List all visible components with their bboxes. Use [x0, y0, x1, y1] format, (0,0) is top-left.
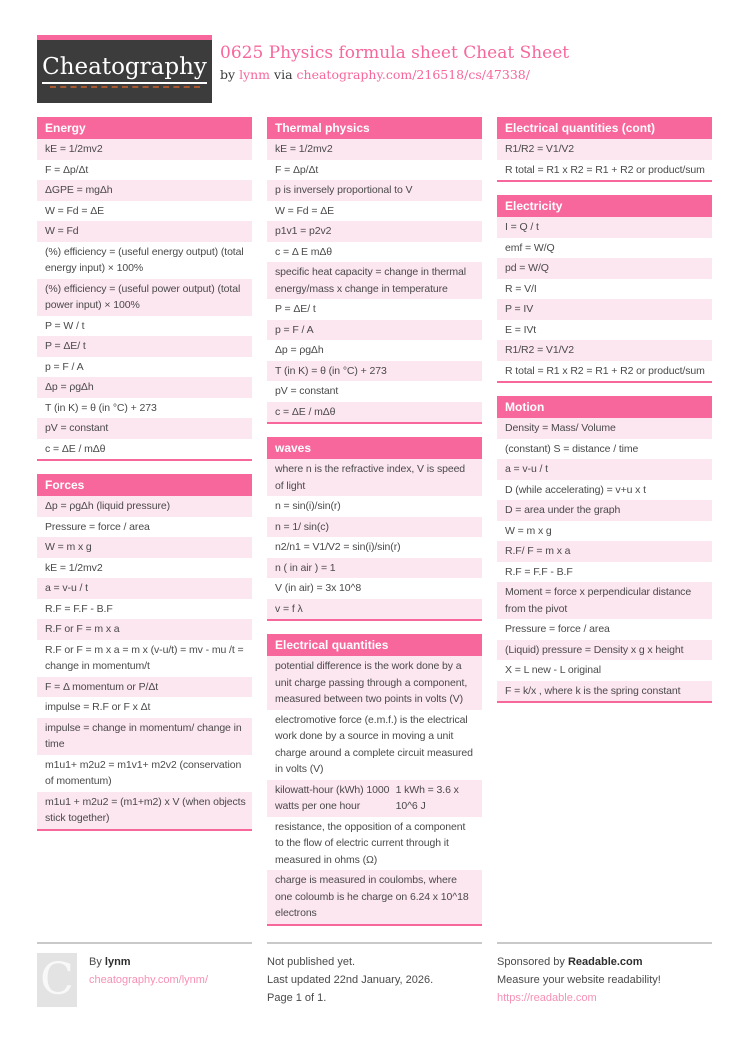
last-updated: Last updated 22nd January, 2026.: [267, 974, 434, 986]
formula-row: c = ΔE / mΔθ: [267, 402, 482, 423]
formula-row: [267, 780, 482, 817]
formula-row: R.F or F = m x a: [37, 619, 252, 640]
formula-row: R = V/I: [497, 279, 712, 300]
formula-row: kE = 1/2mv2: [37, 139, 252, 160]
author-link[interactable]: lynm: [239, 67, 271, 83]
formula-row: (Liquid) pressure = Density x g x height: [497, 640, 712, 661]
formula-row: n2/n1 = V1/V2 = sin(i)/sin(r): [267, 537, 482, 558]
c-logo-letter: C: [40, 954, 74, 1005]
formula-row: R total = R1 x R2 = R1 + R2 or product/sum: [497, 361, 712, 382]
page-header: [37, 35, 713, 103]
formula-row: n = sin(i)/sin(r): [267, 496, 482, 517]
section-electrical-quantities-cont-: [497, 117, 712, 182]
section-rows: [37, 139, 252, 459]
formula-row: V (in air) = 3x 10^8: [267, 578, 482, 599]
logo-dash-underline: [50, 86, 200, 88]
formula-row: p = F / A: [267, 320, 482, 341]
formula-row: P = ΔE/ t: [37, 336, 252, 357]
formula-row: specific heat capacity = change in thermal energy/mass x change in temperature: [267, 262, 482, 299]
title-block: [220, 35, 569, 82]
formula-row: Density = Mass/ Volume: [497, 418, 712, 439]
formula-row: T (in K) = θ (in °C) + 273: [267, 361, 482, 382]
section-rows: [267, 459, 482, 619]
formula-row: W = Fd = ΔE: [267, 201, 482, 222]
section-title: Thermal physics: [267, 117, 482, 139]
formula-row: potential difference is the work done by a unit charge passing through a component, measured between two points in volts (V): [267, 656, 482, 710]
page-title: 0625 Physics formula sheet Cheat Sheet: [220, 43, 570, 63]
formula-row: E = IVt: [497, 320, 712, 341]
section-electrical-quantities: [267, 634, 482, 926]
page-footer: [37, 942, 712, 1007]
formula-cell: kilowatt-hour (kWh) 1000 watts per one hour: [275, 783, 390, 812]
column-1: [37, 117, 252, 948]
formula-row: W = Fd = ΔE: [37, 201, 252, 222]
formula-row: R.F/ F = m x a: [497, 541, 712, 562]
section-motion: [497, 396, 712, 703]
section-waves: [267, 437, 482, 621]
column-3: [497, 117, 712, 948]
source-link[interactable]: cheatography.com/216518/cs/47338/: [296, 67, 530, 83]
formula-row: ΔGPE = mgΔh: [37, 180, 252, 201]
formula-row: T (in K) = θ (in °C) + 273: [37, 398, 252, 419]
formula-row: P = W / t: [37, 316, 252, 337]
section-rows: [497, 217, 712, 381]
formula-row: P = IV: [497, 299, 712, 320]
formula-row: I = Q / t: [497, 217, 712, 238]
formula-row: n ( in air ) = 1: [267, 558, 482, 579]
cheatography-logo[interactable]: [37, 35, 212, 103]
formula-row: c = Δ E mΔθ: [267, 242, 482, 263]
formula-row: F = Δ momentum or P/Δt: [37, 677, 252, 698]
footer-status: [267, 942, 482, 1007]
formula-row: W = Fd: [37, 221, 252, 242]
formula-row: charge is measured in coulombs, where one coloumb is he charge on 6.24 x 10^18 electrons: [267, 870, 482, 924]
formula-row: R.F = F.F - B.F: [37, 599, 252, 620]
page-number: Page 1 of 1.: [267, 992, 327, 1004]
footer-author: [37, 942, 252, 1007]
formula-row: R1/R2 = V1/V2: [497, 340, 712, 361]
sponsor-tagline: Measure your website readability!: [497, 974, 661, 986]
formula-row: c = ΔE / mΔθ: [37, 439, 252, 460]
formula-row: p1v1 = p2v2: [267, 221, 482, 242]
section-title: waves: [267, 437, 482, 459]
sponsor-prefix: Sponsored by: [497, 956, 565, 968]
formula-row: Δp = ρgΔh: [37, 377, 252, 398]
section-energy: [37, 117, 252, 461]
formula-row: kE = 1/2mv2: [267, 139, 482, 160]
formula-row: impulse = R.F or F x Δt: [37, 697, 252, 718]
formula-row: n = 1/ sin(c): [267, 517, 482, 538]
formula-row: a = v-u / t: [37, 578, 252, 599]
section-rows: [267, 139, 482, 422]
by-label: by: [220, 67, 236, 83]
formula-row: v = f λ: [267, 599, 482, 620]
section-title: Motion: [497, 396, 712, 418]
cheatography-logo-text: Cheatography: [42, 55, 207, 83]
formula-row: (%) efficiency = (useful power output) (total power input) × 100%: [37, 279, 252, 316]
section-title: Electrical quantities: [267, 634, 482, 656]
formula-row: m1u1+ m2u2 = m1v1+ m2v2 (conservation of momentum): [37, 755, 252, 792]
formula-row: D = area under the graph: [497, 500, 712, 521]
formula-row: m1u1 + m2u2 = (m1+m2) x V (when objects stick together): [37, 792, 252, 829]
section-rows: [37, 496, 252, 829]
formula-row: p is inversely proportional to V: [267, 180, 482, 201]
formula-row: resistance, the opposition of a component to the flow of electric current through it measured in ohms (Ω): [267, 817, 482, 871]
formula-row: W = m x g: [37, 537, 252, 558]
formula-row: a = v-u / t: [497, 459, 712, 480]
byline: [220, 67, 569, 82]
footer-by-label: By: [89, 956, 102, 968]
section-rows: [267, 656, 482, 924]
formula-row: electromotive force (e.m.f.) is the electrical work done by a source in moving a unit charge around a complete circuit measured in volts (V): [267, 710, 482, 780]
formula-row: F = k/x , where k is the spring constant: [497, 681, 712, 702]
formula-row: D (while accelerating) = v+u x t: [497, 480, 712, 501]
formula-row: pV = constant: [37, 418, 252, 439]
formula-row: P = ΔE/ t: [267, 299, 482, 320]
formula-row: (constant) S = distance / time: [497, 439, 712, 460]
content-columns: [37, 117, 713, 948]
formula-row: W = m x g: [497, 521, 712, 542]
via-label: via: [274, 67, 293, 83]
column-2: [267, 117, 482, 948]
sponsor-link[interactable]: https://readable.com: [497, 992, 597, 1004]
section-thermal-physics: [267, 117, 482, 424]
formula-cell: 1 kWh = 3.6 x 10^6 J: [395, 783, 459, 812]
formula-row: X = L new - L original: [497, 660, 712, 681]
formula-row: Pressure = force / area: [37, 517, 252, 538]
sponsor-brand: Readable.com: [567, 956, 643, 968]
section-electricity: [497, 195, 712, 383]
section-rows: [497, 139, 712, 180]
section-title: Electrical quantities (cont): [497, 117, 712, 139]
section-title: Energy: [37, 117, 252, 139]
formula-row: R.F or F = m x a = m x (v-u/t) = mv - mu /t = change in momentum/t: [37, 640, 252, 677]
section-rows: [497, 418, 712, 701]
formula-row: kE = 1/2mv2: [37, 558, 252, 579]
formula-row: impulse = change in momentum/ change in time: [37, 718, 252, 755]
footer-sponsor: [497, 942, 712, 1007]
formula-row: Δp = ρgΔh: [267, 340, 482, 361]
formula-row: p = F / A: [37, 357, 252, 378]
formula-row: pV = constant: [267, 381, 482, 402]
formula-row: R1/R2 = V1/V2: [497, 139, 712, 160]
section-title: Electricity: [497, 195, 712, 217]
formula-row: where n is the refractive index, V is speed of light: [267, 459, 482, 496]
formula-row: pd = W/Q: [497, 258, 712, 279]
formula-row: R total = R1 x R2 = R1 + R2 or product/sum: [497, 160, 712, 181]
formula-row: emf = W/Q: [497, 238, 712, 259]
formula-row: F = Δp/Δt: [267, 160, 482, 181]
footer-author-link[interactable]: cheatography.com/lynm/: [89, 974, 209, 986]
publish-status: Not published yet.: [267, 956, 356, 968]
formula-row: Δp = ρgΔh (liquid pressure): [37, 496, 252, 517]
formula-row: Moment = force x perpendicular distance from the pivot: [497, 582, 712, 619]
formula-row: R.F = F.F - B.F: [497, 562, 712, 583]
formula-row: Pressure = force / area: [497, 619, 712, 640]
formula-row: F = Δp/Δt: [37, 160, 252, 181]
cheatography-c-logo[interactable]: [37, 953, 77, 1007]
footer-author-name: lynm: [104, 956, 131, 968]
formula-row: (%) efficiency = (useful energy output) (total energy input) × 100%: [37, 242, 252, 279]
section-title: Forces: [37, 474, 252, 496]
section-forces: [37, 474, 252, 831]
